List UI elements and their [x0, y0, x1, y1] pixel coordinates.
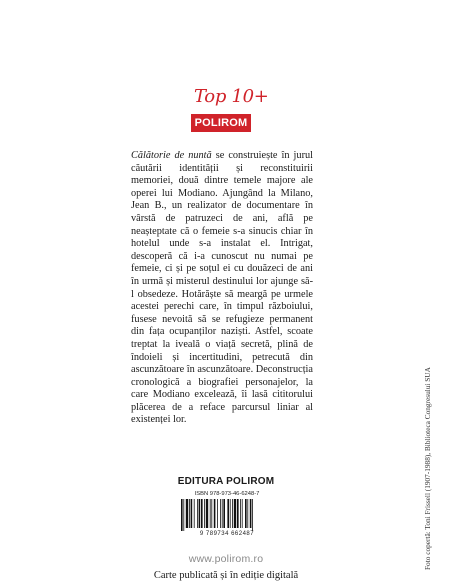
blurb-text: se construiește în jurul căutării identității și reconstituirii memoriei, două dintre temele majore ale operei lui Modiano. Ajungând la Milano, Jean B., un realizator de documentare în vârstă de patruzeci de ani, află pe neașteptate că o femeie s-a sinucis chiar în hotelul unde s-a instalat el. Intrigat, descoperă că i-a cunoscut nu numai pe femeie, ci și pe soțul ei cu douăzeci de ani în urmă și misterul destinului lor ajunge să-l obsedeze. Hotărăște să meargă pe urmele acestei perechi care, în timpul războiului, fusese nevoită să se refugieze permanent din fața ocupanților naziști. Astfel, scoate treptat la iveală o viață secretă, plină de îndoieli și incertitudini, petrecută din ascunzătoare în ascunzătoare. Deconstrucția cronologică a biografiei personajelor, la care Modiano excelează, îi lasă cititorului plăcerea de a reface parcursul liniar al existenței lor. — [131, 150, 314, 426]
publisher-imprint: EDITURA POLIROM — [177, 476, 275, 487]
barcode-image — [179, 499, 275, 531]
publisher-badge: POLIROM — [191, 114, 251, 132]
digital-edition-note: Carte publicată și în ediție digitală — [153, 570, 299, 581]
series-logo: Top 10+ — [194, 86, 269, 107]
book-title: Călătorie de nuntă — [131, 150, 212, 161]
back-cover-blurb — [131, 150, 313, 427]
publisher-website: www.polirom.ro — [188, 553, 264, 565]
photo-credit: Foto copertă: Toni Frissell (1907-1988), Biblioteca Congresului SUA — [423, 367, 432, 570]
barcode-block — [172, 491, 282, 546]
barcode-digits: 9 789734 662487 — [199, 531, 255, 537]
isbn-text: ISBN 978-973-46-6248-7 — [194, 491, 260, 497]
